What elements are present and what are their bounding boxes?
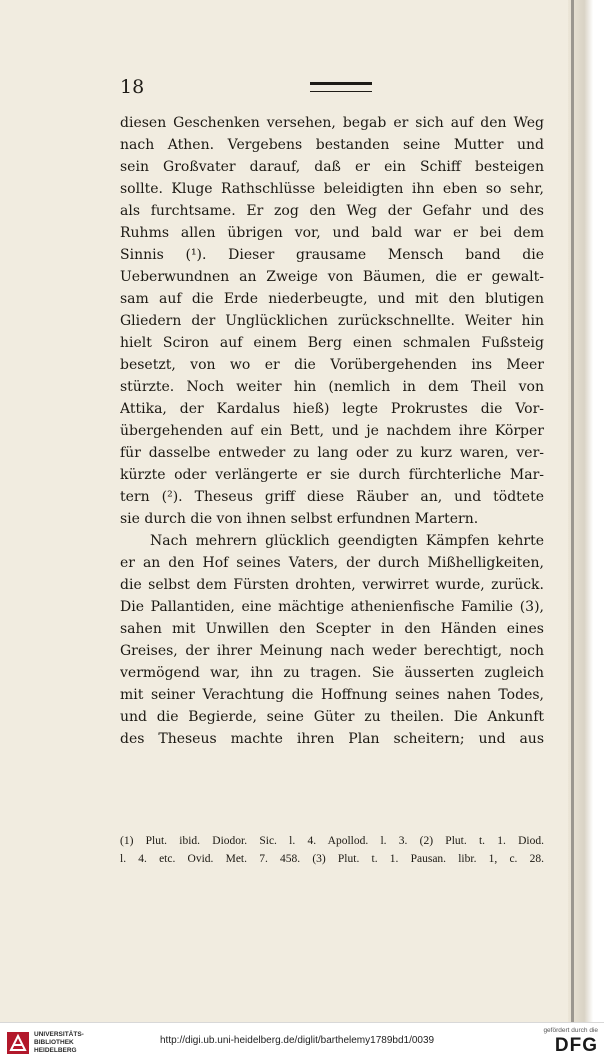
gutter-edge [571,0,574,1022]
text-line: mit seiner Verachtung die Hoffnung seines nahen Todes, [120,687,544,703]
permalink-url[interactable]: http://digi.ub.uni-heidelberg.de/diglit/barthelemy1789bd1/0039 [160,1035,435,1046]
footnote-line: l. 4. etc. Ovid. Met. 7. 458. (3) Plut. t. 1. Pausan. libr. 1, c. 28. [120,853,544,865]
library-seal-icon [6,1031,30,1055]
text-line: Ueberwundnen an Zweige von Bäumen, die er gewalt- [120,269,544,285]
text-line: die selbst dem Fürsten drohten, verwirret wurde, zurück. [120,577,544,593]
footnotes [120,832,544,868]
body-text [120,112,544,750]
text-line: übergehenden auf ein Bett, und je nachdem ihre Körper [120,423,544,439]
text-line: vermögend war, ihn zu tragen. Sie äusserten zugleich [120,665,544,681]
text-line: sam auf die Erde niederbeugte, und mit den blutigen [120,291,544,307]
text-line: hielt Sciron auf einem Berg einen schmalen Fußsteig [120,335,544,351]
university-library-logo[interactable] [6,1029,96,1057]
text-line: als furchtsame. Er zog den Weg der Gefahr und des [120,203,544,219]
paragraph-end-line: sie durch die von ihnen selbst erfundnen Martern. [120,511,479,527]
footnote-line: (1) Plut. ibid. Diodor. Sic. l. 4. Apollod. l. 3. (2) Plut. t. 1. Diod. [120,835,544,847]
text-line: stürzte. Noch weiter hin (nemlich in dem Theil von [120,379,544,395]
dfg-funding-logo[interactable] [528,1026,598,1060]
text-line: er an den Hof seines Vaters, der durch Mißhelligkeiten, [120,555,544,571]
text-line: für dasselbe entweder zu lang oder zu kurz waren, ver- [120,445,544,461]
library-logo-text: UNIVERSITÄTS-BIBLIOTHEK HEIDELBERG [34,1031,84,1054]
text-line: Attika, der Kardalus hieß) legte Prokrustes die Vor- [120,401,544,417]
text-line: Die Pallantiden, eine mächtige athenienfische Familie (3), [120,599,544,615]
dfg-logo-text: DFG [554,1035,598,1056]
text-line: nach Athen. Vergebens bestanden seine Mutter und [120,137,544,153]
text-line: sollte. Kluge Rathschlüsse beleidigten ihn eben so sehr, [120,181,544,197]
text-line: und die Begierde, seine Güter zu theilen. Die Ankunft [120,709,544,725]
text-line: besetzt, von wo er die Vorübergehenden ins Meer [120,357,544,373]
text-line: Greises, der ihrer Meinung nach weder berechtigt, noch [120,643,544,659]
funded-by-label: gefördert durch die [543,1027,598,1034]
text-line: Gliedern der Unglücklichen zurückschnellte. Weiter hin [120,313,544,329]
page-number: 18 [120,76,145,98]
text-line: sein Großvater darauf, daß er ein Schiff besteigen [120,159,544,175]
text-line: sahen mit Unwillen den Scepter in den Händen eines [120,621,544,637]
text-line: tern (²). Theseus griff diese Räuber an, und tödtete [120,489,544,505]
text-line: Ruhms allen übrigen vor, und bald war er bei dem [120,225,544,241]
text-line: des Theseus machte ihren Plan scheitern; und aus [120,731,544,747]
text-line: Sinnis (¹). Dieser grausame Mensch band die [120,247,544,263]
viewer-footer [0,1022,604,1063]
text-line: kürzte oder verlängerte er sie durch fürchterliche Mar- [120,467,544,483]
paragraph-start-line: Nach mehrern glücklich geendigten Kämpfen kehrte [150,533,544,549]
header-rule [310,82,372,92]
text-line: diesen Geschenken versehen, begab er sich auf den Weg [120,115,544,131]
